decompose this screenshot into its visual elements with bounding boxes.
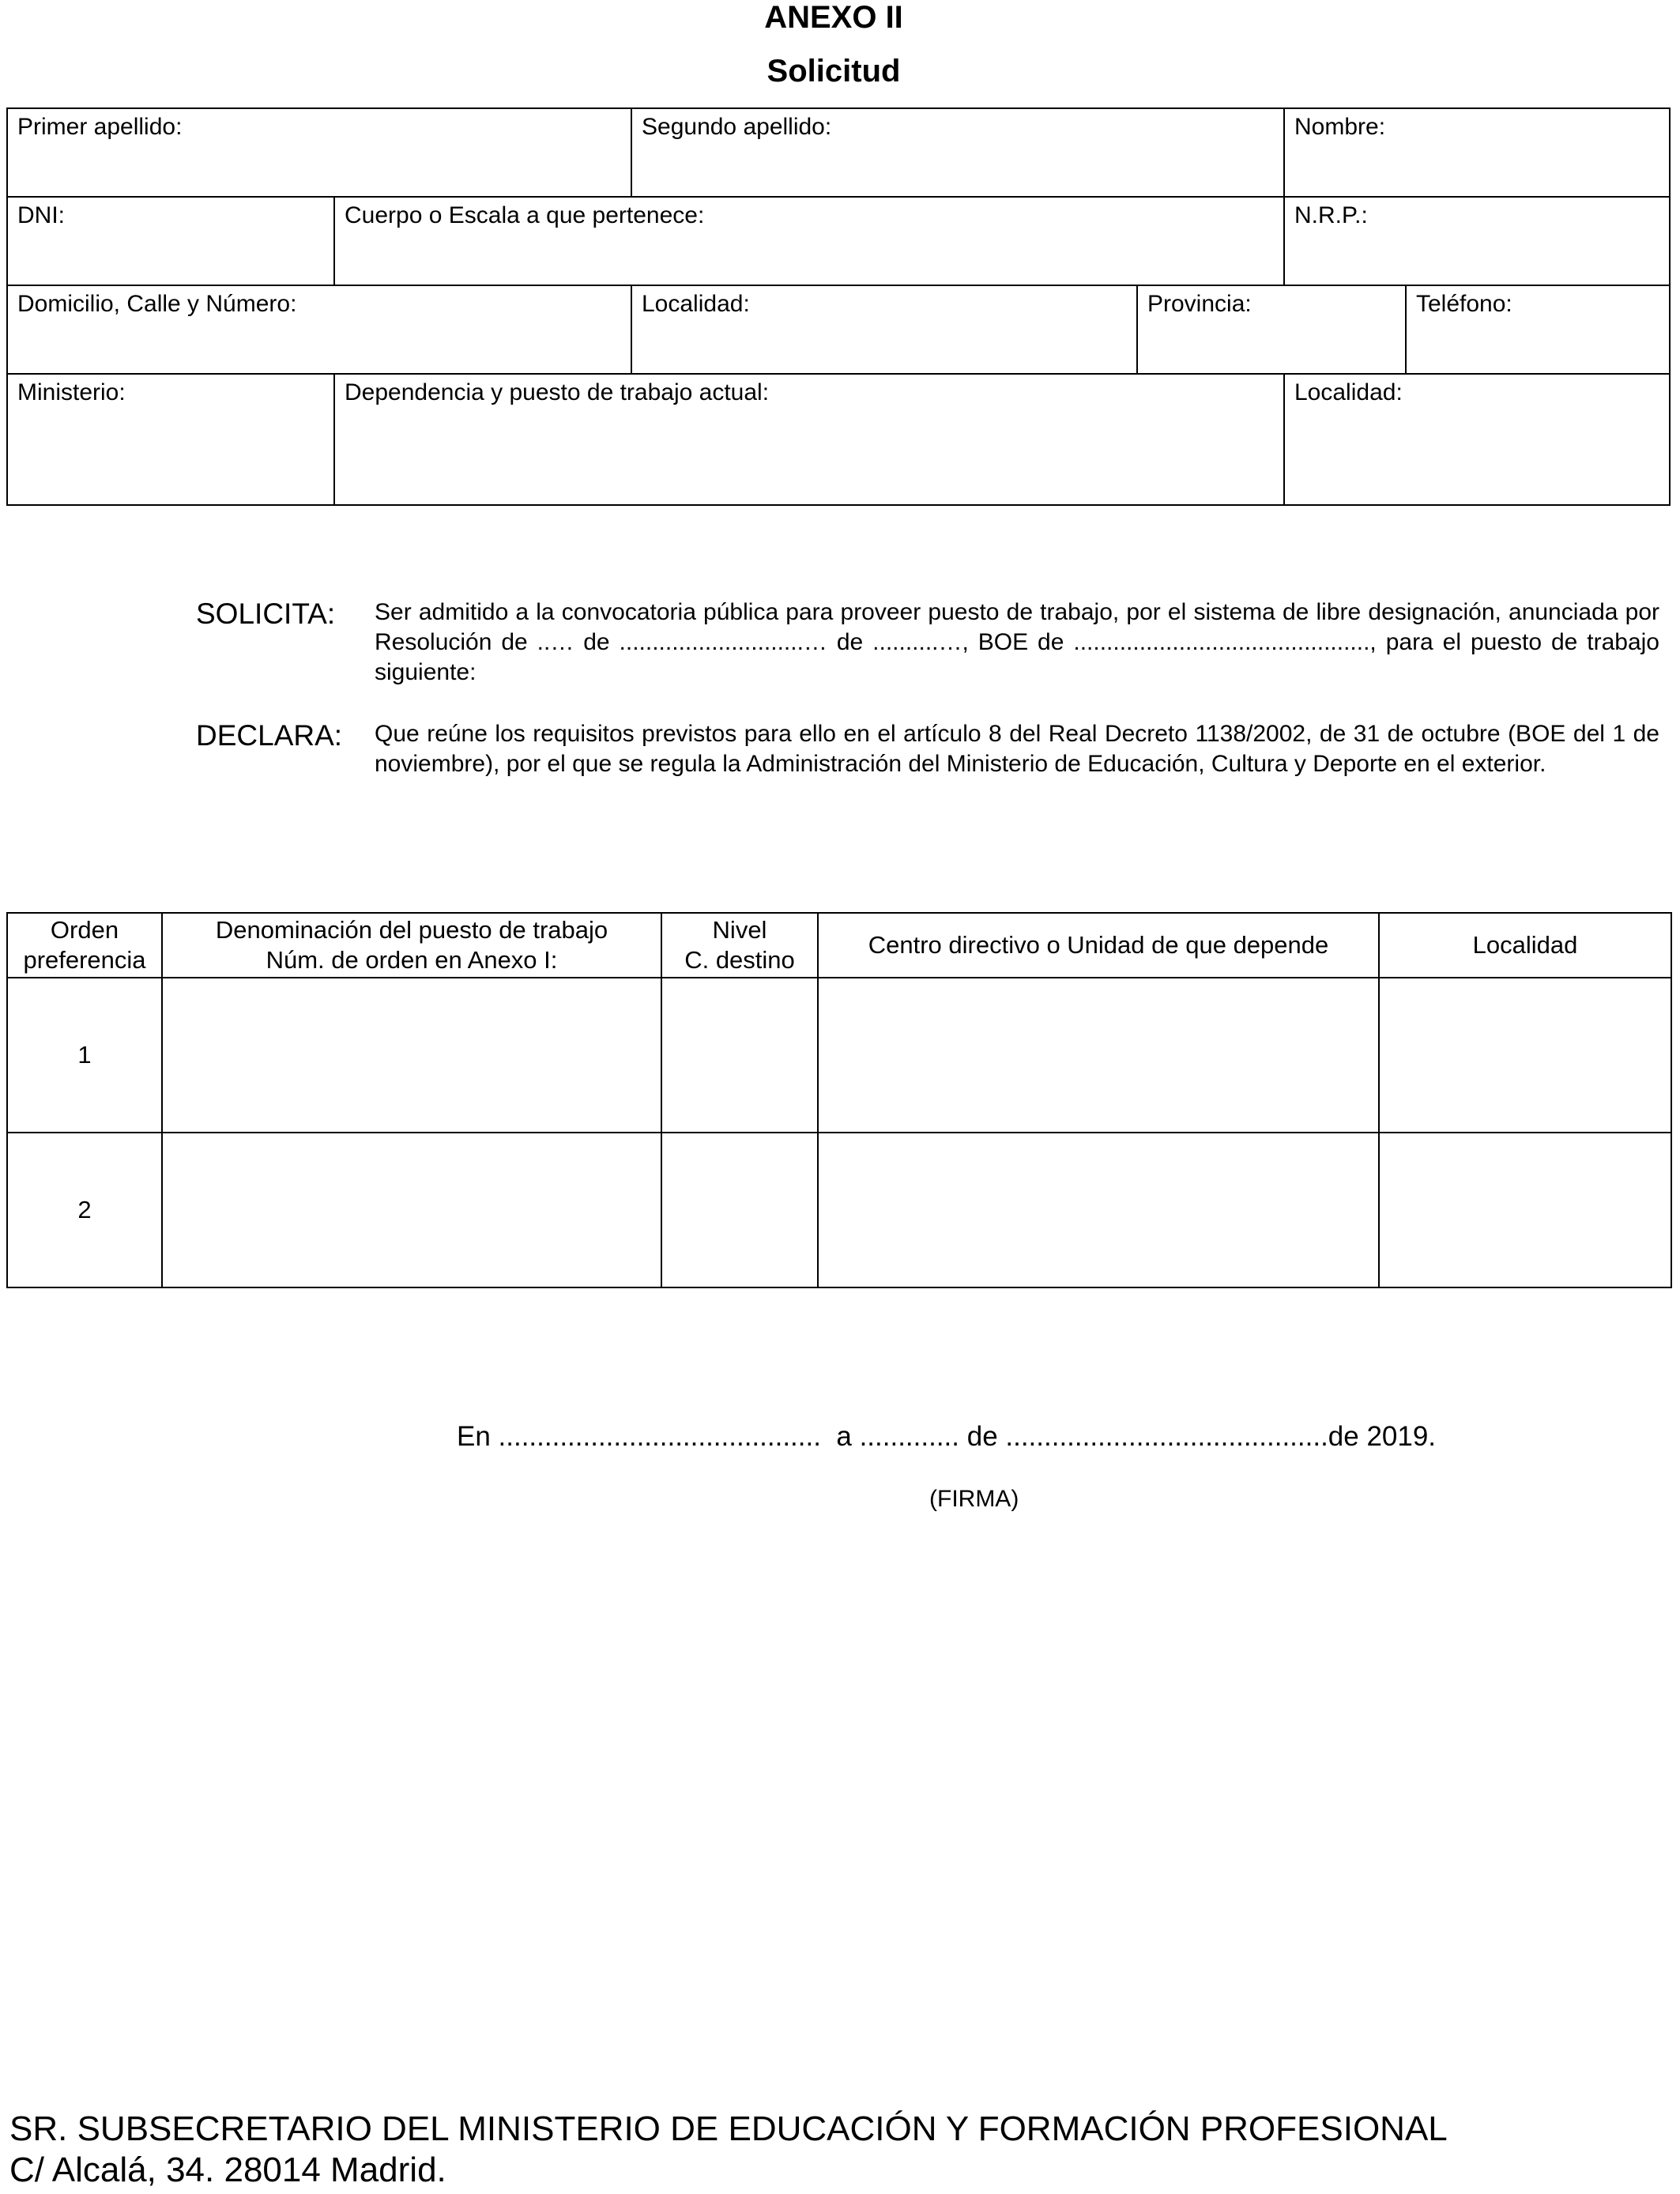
orden-cell: 1 bbox=[7, 978, 162, 1133]
solicita-text: Ser admitido a la convocatoria pública para proveer puesto de trabajo, por el sistema de libre designación, anunciada por Resolución de ..… de ............................… de ..........…, BOE de ............................................., para el puesto de trabajo siguiente: bbox=[375, 599, 1659, 685]
centro-cell[interactable] bbox=[818, 1133, 1379, 1287]
field-nrp[interactable] bbox=[1285, 198, 1669, 286]
denominacion-cell[interactable] bbox=[162, 978, 661, 1133]
header-line: Nivel bbox=[712, 916, 767, 944]
nivel-cell[interactable] bbox=[661, 1133, 818, 1287]
field-label: Domicilio, Calle y Número: bbox=[17, 291, 297, 317]
table-header-row bbox=[7, 913, 1671, 978]
table-row bbox=[7, 1133, 1671, 1287]
denominacion-cell[interactable] bbox=[162, 1133, 661, 1287]
field-label: Localidad: bbox=[1294, 379, 1403, 405]
localidad-cell[interactable] bbox=[1379, 1133, 1671, 1287]
field-label: Teléfono: bbox=[1416, 291, 1512, 317]
field-label: Cuerpo o Escala a que pertenece: bbox=[345, 202, 705, 228]
field-label: Localidad: bbox=[642, 291, 750, 317]
preferences-table bbox=[6, 912, 1672, 1288]
personal-data-grid bbox=[6, 107, 1671, 506]
header-line: Núm. de orden en Anexo I: bbox=[266, 946, 558, 974]
signature-label: (FIRMA) bbox=[929, 1486, 1019, 1512]
field-cuerpo[interactable] bbox=[335, 198, 1285, 286]
field-domicilio[interactable] bbox=[8, 286, 632, 375]
field-label: Provincia: bbox=[1147, 291, 1252, 317]
field-ministerio[interactable] bbox=[8, 375, 335, 504]
field-label: Dependencia y puesto de trabajo actual: bbox=[345, 379, 770, 405]
date-line: En .......................................... a ............. de ..........................................de 2019. bbox=[457, 1421, 1437, 1452]
field-localidad-actual[interactable] bbox=[1285, 375, 1669, 504]
field-provincia[interactable] bbox=[1138, 286, 1407, 375]
page-title: Solicitud bbox=[767, 54, 901, 89]
header-line: Denominación del puesto de trabajo bbox=[215, 916, 608, 944]
col-localidad: Localidad bbox=[1379, 913, 1671, 978]
col-denominacion bbox=[162, 913, 661, 978]
field-segundo-apellido[interactable] bbox=[632, 109, 1285, 198]
field-dni[interactable] bbox=[8, 198, 335, 286]
header-line: preferencia bbox=[23, 946, 146, 974]
field-nombre[interactable] bbox=[1285, 109, 1669, 198]
col-nivel bbox=[661, 913, 818, 978]
declara-label: DECLARA: bbox=[196, 719, 343, 752]
col-orden-preferencia bbox=[7, 913, 162, 978]
field-label: Ministerio: bbox=[17, 379, 126, 405]
header-line: C. destino bbox=[684, 946, 795, 974]
address-line: C/ Alcalá, 34. 28014 Madrid. bbox=[9, 2151, 446, 2189]
field-label: Segundo apellido: bbox=[642, 114, 832, 140]
solicita-label: SOLICITA: bbox=[196, 598, 336, 630]
field-label: N.R.P.: bbox=[1294, 202, 1368, 228]
field-dependencia[interactable] bbox=[335, 375, 1285, 504]
field-telefono[interactable] bbox=[1407, 286, 1669, 375]
field-label: Nombre: bbox=[1294, 114, 1386, 140]
localidad-cell[interactable] bbox=[1379, 978, 1671, 1133]
field-primer-apellido[interactable] bbox=[8, 109, 632, 198]
annex-title: ANEXO II bbox=[764, 0, 903, 35]
field-localidad[interactable] bbox=[632, 286, 1138, 375]
table-row bbox=[7, 978, 1671, 1133]
orden-cell: 2 bbox=[7, 1133, 162, 1287]
declara-text: Que reúne los requisitos previstos para ello en el artículo 8 del Real Decreto 1138/2002, de 31 de octubre (BOE del 1 de noviembre), por el que se regula la Administración del Ministerio de Educación, Cultura y Deporte en el exterior. bbox=[375, 721, 1659, 777]
addressee-line: SR. SUBSECRETARIO DEL MINISTERIO DE EDUCACIÓN Y FORMACIÓN PROFESIONAL bbox=[9, 2109, 1448, 2148]
field-label: DNI: bbox=[17, 202, 65, 228]
field-label: Primer apellido: bbox=[17, 114, 183, 140]
centro-cell[interactable] bbox=[818, 978, 1379, 1133]
col-centro-directivo: Centro directivo o Unidad de que depende bbox=[818, 913, 1379, 978]
nivel-cell[interactable] bbox=[661, 978, 818, 1133]
header-line: Orden bbox=[50, 916, 119, 944]
